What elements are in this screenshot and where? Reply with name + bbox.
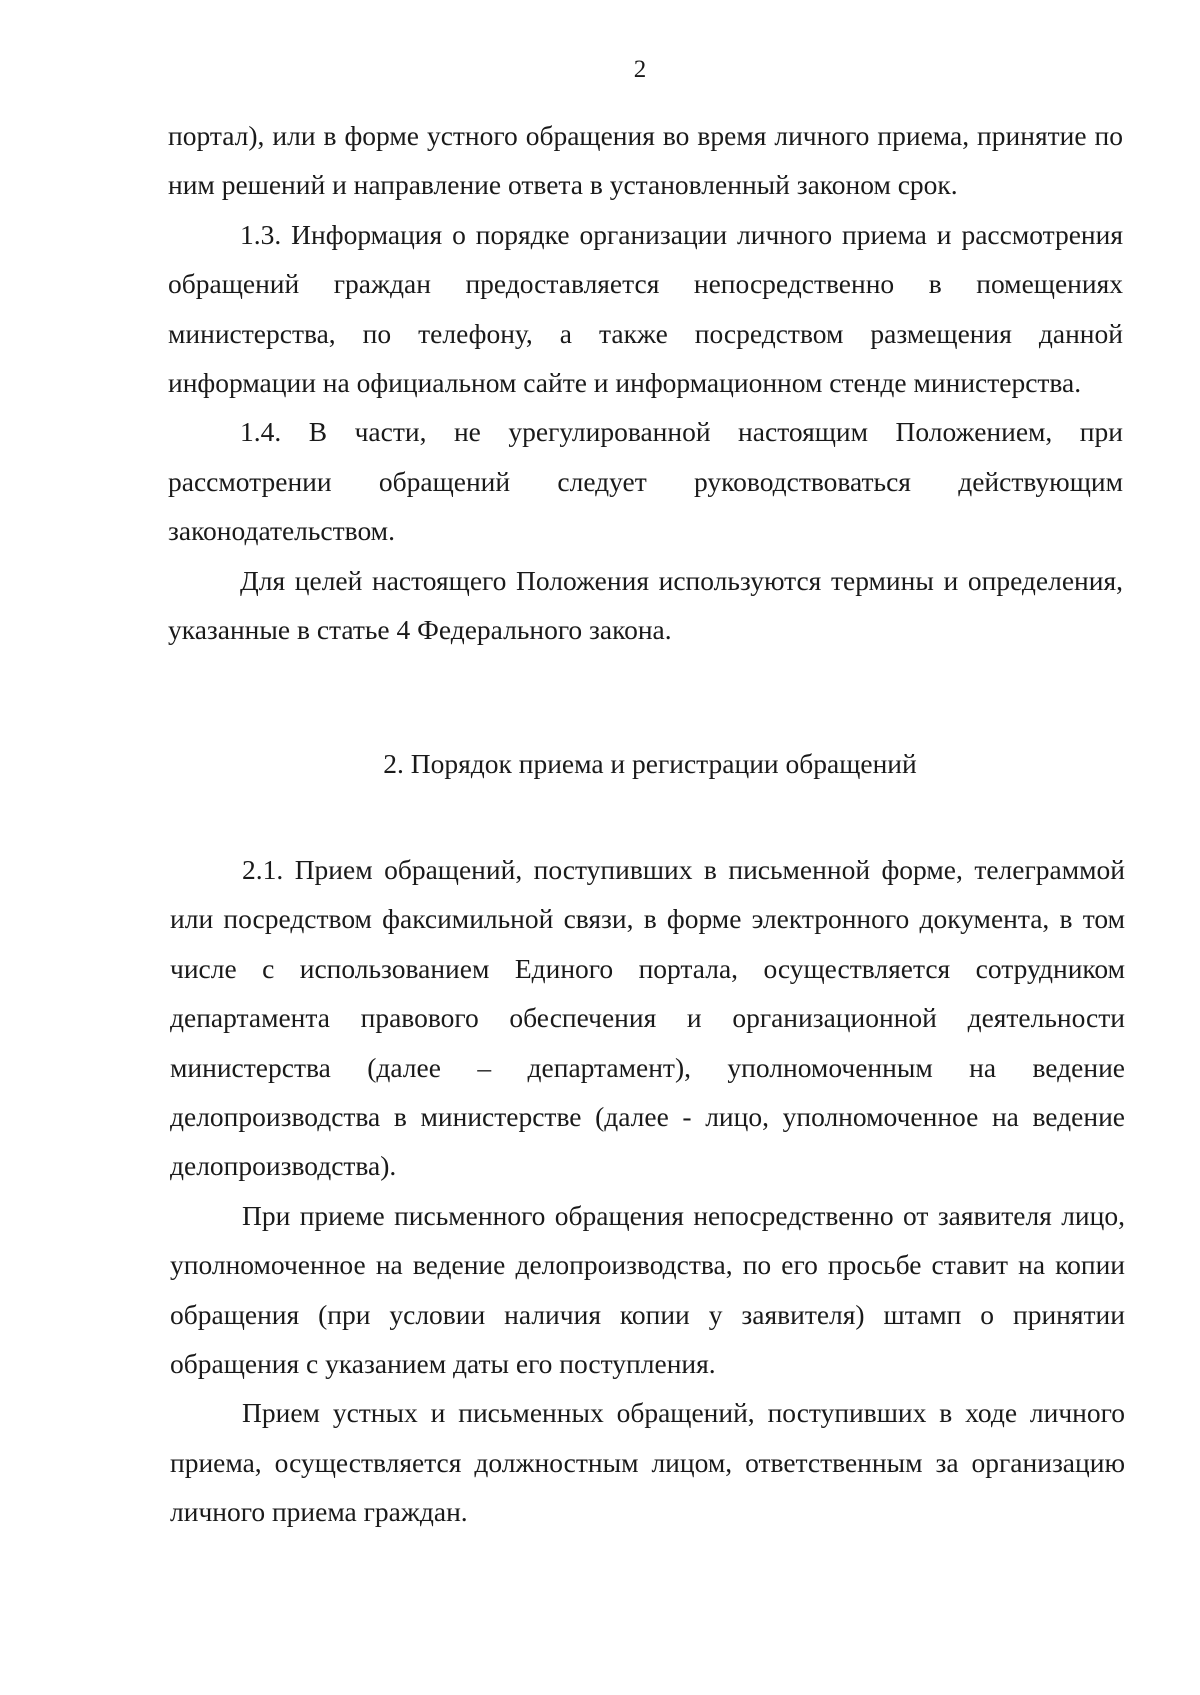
section-heading: 2. Порядок приема и регистрации обращений bbox=[383, 748, 917, 779]
paragraph-1-3: 1.3. Информация о порядке организации личного приема и рассмотрения обращений граждан предоставляется непосредственно в помещениях министерства, по телефону, а также посредством размещения данной информации на официальном сайте и информационном стенде министерства. bbox=[168, 218, 1123, 399]
page-number: 2 bbox=[633, 56, 647, 83]
paragraph-written-appeal: При приеме письменного обращения непосредственно от заявителя лицо, уполномоченное на ведение делопроизводства, по его просьбе ставит на копии обращения (при условии наличия копии у заявителя) штамп о принятии обращения с указанием даты его поступления. bbox=[170, 1199, 1125, 1380]
paragraph-continuation: портал), или в форме устного обращения во время личного приема, принятие по ним решений и направление ответа в установленный законом срок. bbox=[168, 120, 1123, 201]
paragraph-1-4: 1.4. В части, не урегулированной настоящим Положением, при рассмотрении обращений следует руководствоваться действующим законодательством. bbox=[168, 416, 1123, 547]
paragraph-2-1: 2.1. Прием обращений, поступивших в письменной форме, телеграммой или посредством факсимильной связи, в форме электронного документа, в том числе с использованием Единого портала, осуществляется сотрудником департамента правового обеспечения и организационной деятельности министерства (далее – департамент), уполномоченным на ведение делопроизводства в министерстве (далее - лицо, уполномоченное на ведение делопроизводства). bbox=[170, 854, 1125, 1182]
paragraph-personal-reception: Прием устных и письменных обращений, поступивших в ходе личного приема, осуществляется должностным лицом, ответственным за организацию личного приема граждан. bbox=[170, 1397, 1125, 1528]
text-block-section-2 bbox=[170, 845, 1125, 1537]
text-block-intro bbox=[168, 111, 1123, 654]
paragraph-terms: Для целей настоящего Положения используются термины и определения, указанные в статье 4 Федерального закона. bbox=[168, 564, 1123, 646]
